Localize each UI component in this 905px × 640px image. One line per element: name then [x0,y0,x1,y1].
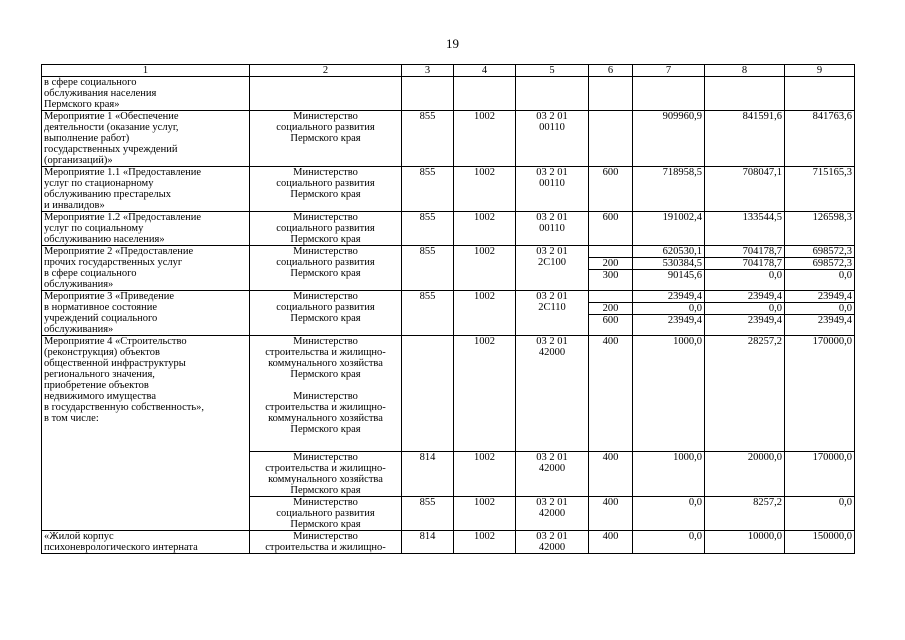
row-value-7: 1000,0 [633,452,705,497]
col-header-8: 8 [705,65,785,77]
row-value-8: 708047,1 [705,167,785,212]
row-value-9: 0,0 [785,497,855,531]
col-header-2: 2 [250,65,402,77]
page-number: 19 [446,36,459,51]
row-value-9: 170000,0 [785,336,855,452]
row-ministry: Министерство социального развития Пермского края [250,246,402,291]
row-vr: 400 [589,531,633,554]
col-header-3: 3 [402,65,454,77]
row-value-8: 841591,6 [705,111,785,167]
row-grbs: 855 [402,167,454,212]
row-ministry: Министерство социального развития Пермского края [250,212,402,246]
row-rzpr: 1002 [454,497,516,531]
row-vr: 600 [589,167,633,212]
row-value-8: 28257,2 [705,336,785,452]
section-title-row [42,77,855,111]
row-value-8: 133544,5 [705,212,785,246]
row-value-7: 718958,5 [633,167,705,212]
row-rzpr: 1002 [454,531,516,554]
row-grbs: 855 [402,291,454,336]
row-grbs: 855 [402,111,454,167]
row-value-7: 0,0 [633,531,705,554]
row-csr: 03 2 01 42000 [516,531,589,554]
row-value-9: 715165,3 [785,167,855,212]
row-value-7: 909960,9 [633,111,705,167]
row-vr: 400 [589,336,633,452]
row-rzpr: 1002 [454,336,516,452]
row-vr: 200 300 [589,246,633,291]
row-value-8: 23949,4 0,0 23949,4 [705,291,785,336]
section-title: в сфере социального обслуживания населения Пермского края» [42,77,250,111]
row-value-7: 620530,1 530384,5 90145,6 [633,246,705,291]
budget-table [41,64,855,554]
row-grbs: 814 [402,531,454,554]
row-grbs [402,336,454,452]
row-ministry: Министерство социального развития Пермского края [250,167,402,212]
row-value-9: 126598,3 [785,212,855,246]
row-vr [589,111,633,167]
row-csr: 03 2 01 00110 [516,111,589,167]
row-csr: 03 2 01 00110 [516,212,589,246]
row-value-7: 1000,0 [633,336,705,452]
row-name: Мероприятие 1 «Обеспечение деятельности (оказание услуг, выполнение работ) государственных учреждений (организаций)» [42,111,250,167]
row-csr: 03 2 01 42000 [516,336,589,452]
table-row [42,291,855,336]
row-name: «Жилой корпус психоневрологического интерната [42,531,250,554]
row-grbs: 855 [402,497,454,531]
header-row [42,65,855,77]
row-rzpr: 1002 [454,452,516,497]
row-csr: 03 2 01 2С110 [516,291,589,336]
row-value-9: 170000,0 [785,452,855,497]
table-row [42,531,855,554]
table-row [42,111,855,167]
row-value-9: 23949,4 0,0 23949,4 [785,291,855,336]
col-header-4: 4 [454,65,516,77]
row-grbs: 855 [402,212,454,246]
col-header-6: 6 [589,65,633,77]
row-value-9: 841763,6 [785,111,855,167]
row-value-9: 150000,0 [785,531,855,554]
col-header-7: 7 [633,65,705,77]
row-value-8: 8257,2 [705,497,785,531]
row-ministry: Министерство социального развития Пермского края [250,111,402,167]
row-value-8: 10000,0 [705,531,785,554]
row-csr: 03 2 01 2С100 [516,246,589,291]
row-name: Мероприятие 3 «Приведение в нормативное состояние учреждений социального обслуживания» [42,291,250,336]
row-vr: 400 [589,497,633,531]
table-row [42,336,855,452]
row-vr: 200 600 [589,291,633,336]
col-header-1: 1 [42,65,250,77]
row-ministry: Министерство строительства и жилищно- коммунального хозяйства Пермского края [250,452,402,497]
row-vr: 600 [589,212,633,246]
row-csr: 03 2 01 42000 [516,497,589,531]
table-row [42,246,855,291]
row-value-8: 704178,7 704178,7 0,0 [705,246,785,291]
row-name: Мероприятие 1.2 «Предоставление услуг по социальному обслуживанию населения» [42,212,250,246]
row-value-8: 20000,0 [705,452,785,497]
row-name: Мероприятие 4 «Строительство (реконструкция) объектов общественной инфраструктуры регионального значения, приобретение объектов недвижимого имущества в государственную собственность», в том числе: [42,336,250,531]
row-ministry: Министерство строительства и жилищно- [250,531,402,554]
row-csr: 03 2 01 42000 [516,452,589,497]
row-vr: 400 [589,452,633,497]
table-row [42,212,855,246]
row-csr: 03 2 01 00110 [516,167,589,212]
row-name: Мероприятие 2 «Предоставление прочих государственных услуг в сфере социального обслуживания» [42,246,250,291]
row-value-7: 0,0 [633,497,705,531]
col-header-5: 5 [516,65,589,77]
row-value-7: 23949,4 0,0 23949,4 [633,291,705,336]
row-name: Мероприятие 1.1 «Предоставление услуг по стационарному обслуживанию престарелых и инвалидов» [42,167,250,212]
row-rzpr: 1002 [454,167,516,212]
row-ministry: Министерство социального развития Пермского края [250,291,402,336]
row-ministry: Министерство социального развития Пермского края [250,497,402,531]
row-rzpr: 1002 [454,111,516,167]
row-value-9: 698572,3 698572,3 0,0 [785,246,855,291]
row-value-7: 191002,4 [633,212,705,246]
row-grbs: 855 [402,246,454,291]
row-rzpr: 1002 [454,291,516,336]
col-header-9: 9 [785,65,855,77]
row-rzpr: 1002 [454,246,516,291]
row-rzpr: 1002 [454,212,516,246]
table-row [42,167,855,212]
row-ministry: Министерство строительства и жилищно- коммунального хозяйства Пермского края Министерство строительства и жилищно- коммунального хозяйства Пермского края [250,336,402,452]
row-grbs: 814 [402,452,454,497]
